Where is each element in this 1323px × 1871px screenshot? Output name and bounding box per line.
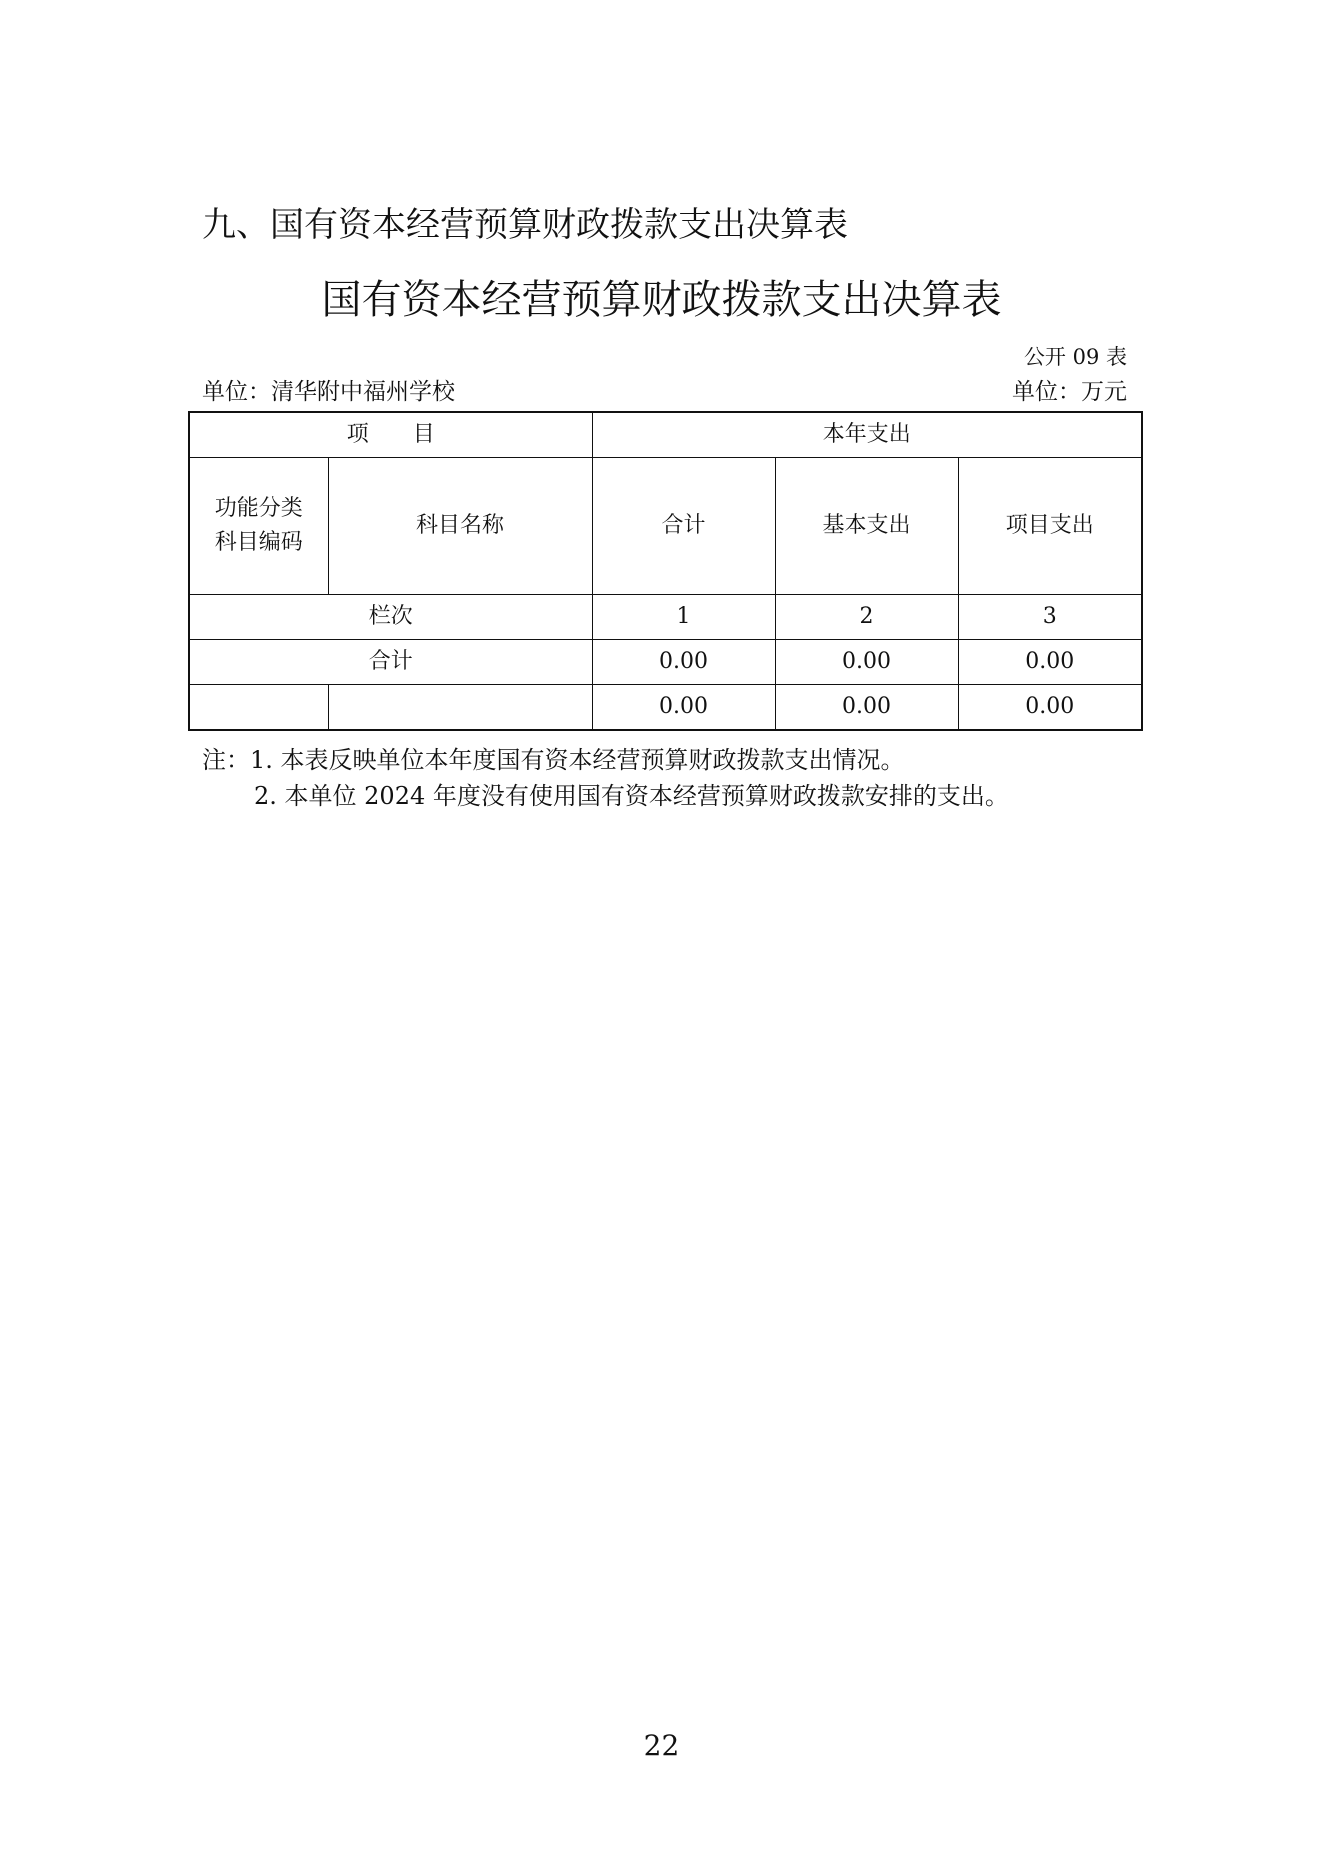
note-line-1: 注：1. 本表反映单位本年度国有资本经营预算财政拨款支出情况。 xyxy=(202,746,905,774)
form-code: 公开 09 表 xyxy=(1023,345,1127,369)
table-row-total xyxy=(189,640,1142,685)
currency-unit: 单位：万元 xyxy=(1012,379,1127,405)
table-row xyxy=(189,685,1142,731)
total-label: 合计 xyxy=(189,640,592,685)
column-number-2: 2 xyxy=(775,595,958,640)
table-subheader-row xyxy=(189,458,1142,595)
total-value-total: 0.00 xyxy=(592,640,775,685)
col-header-name: 科目名称 xyxy=(328,458,592,595)
header-current-year: 本年支出 xyxy=(592,412,1142,458)
header-item: 项 目 xyxy=(189,412,592,458)
row-value-total: 0.00 xyxy=(592,685,775,731)
total-value-basic: 0.00 xyxy=(775,640,958,685)
table-notes xyxy=(202,742,1009,814)
row-value-project: 0.00 xyxy=(958,685,1142,731)
table-title: 国有资本经营预算财政拨款支出决算表 xyxy=(321,277,1002,323)
reporting-unit: 单位：清华附中福州学校 xyxy=(202,379,455,405)
col-header-project: 项目支出 xyxy=(958,458,1142,595)
table-header-row xyxy=(189,412,1142,458)
column-numbers-label: 栏次 xyxy=(189,595,592,640)
row-code xyxy=(189,685,328,731)
col-header-total: 合计 xyxy=(592,458,775,595)
note-line-2: 2. 本单位 2024 年度没有使用国有资本经营预算财政拨款安排的支出。 xyxy=(254,782,1009,810)
col-header-basic: 基本支出 xyxy=(775,458,958,595)
table-row-column-numbers xyxy=(189,595,1142,640)
expenditure-table xyxy=(188,411,1143,731)
col-header-code xyxy=(189,458,328,595)
section-heading: 九、国有资本经营预算财政拨款支出决算表 xyxy=(202,205,848,245)
row-name xyxy=(328,685,592,731)
total-value-project: 0.00 xyxy=(958,640,1142,685)
col-header-code-text: 功能分类科目编码 xyxy=(214,496,303,555)
page-number: 22 xyxy=(643,1729,680,1762)
unit-row xyxy=(202,376,1127,408)
row-value-basic: 0.00 xyxy=(775,685,958,731)
column-number-3: 3 xyxy=(958,595,1142,640)
column-number-1: 1 xyxy=(592,595,775,640)
